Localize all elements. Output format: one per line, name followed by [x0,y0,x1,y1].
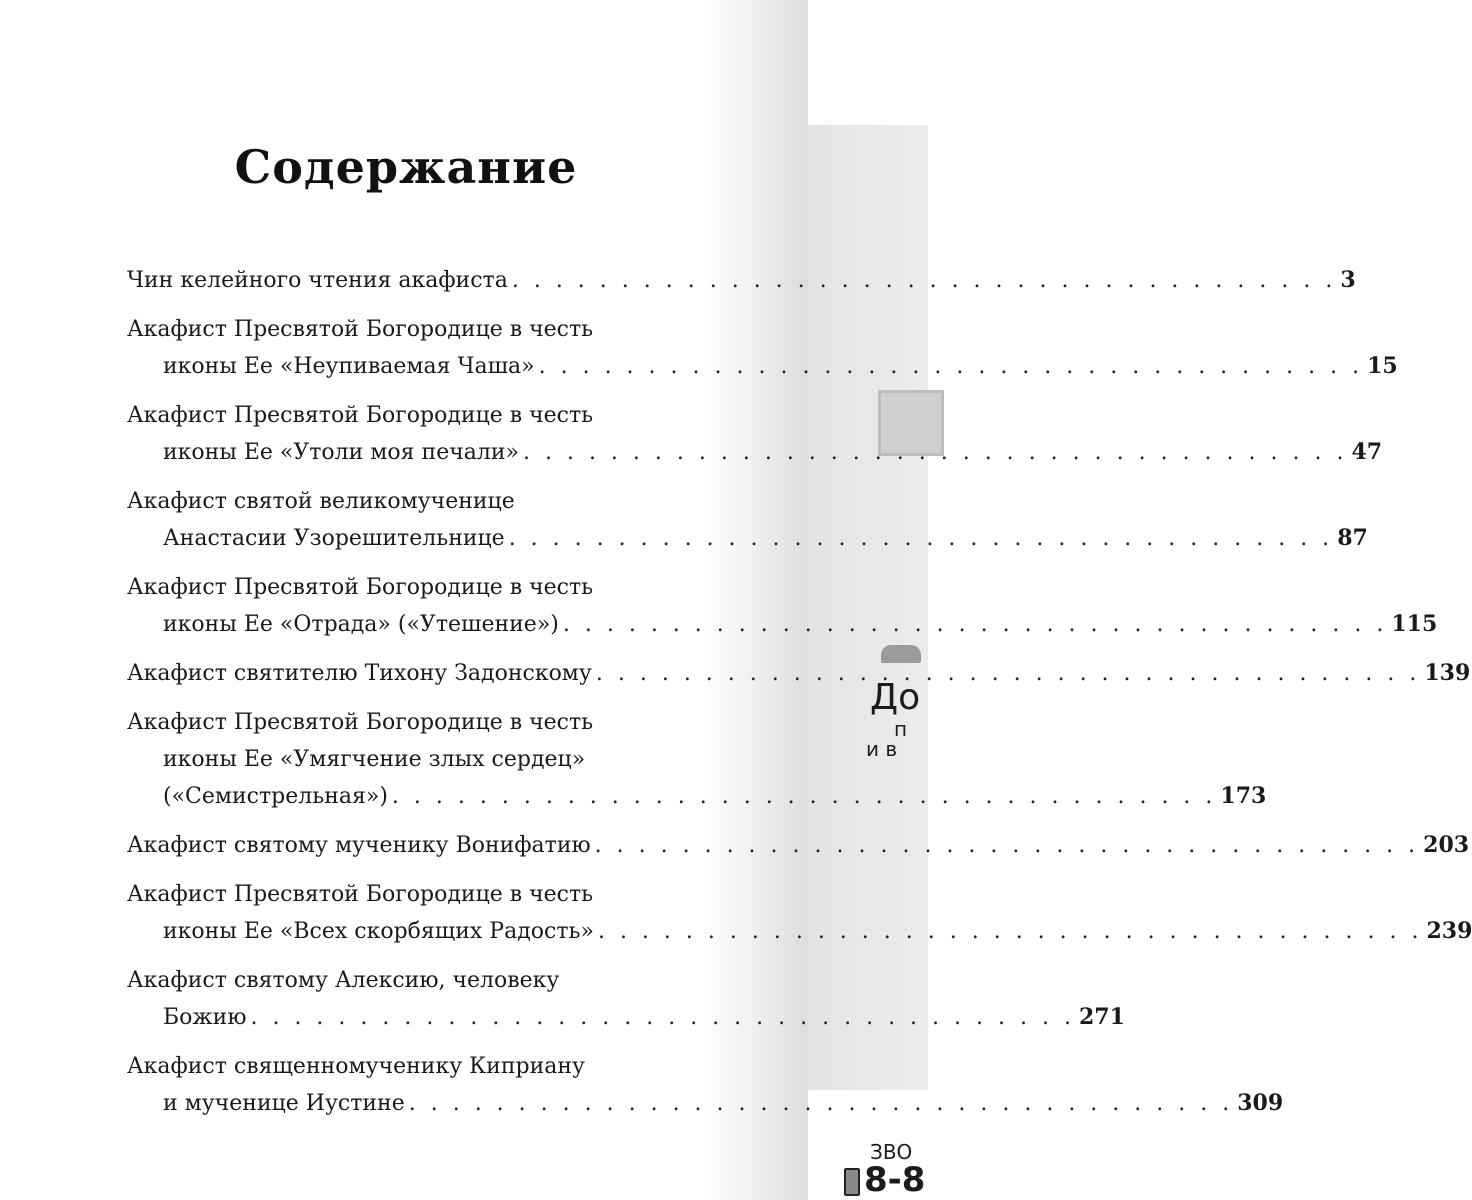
toc-entry [127,397,1383,471]
toc-entry [127,655,1471,692]
dot-leader: . . . . . . . . . . . . . . . . . . . . . . . . . . . . . . . . . . . . . . [391,784,1217,809]
toc-entry-text: иконы Ее «Умягчение злых сердец» [163,747,586,772]
toc-entry-line [127,876,692,913]
toc-entry-text: Акафист священномученику Киприану [127,1054,585,1079]
toc-entry-line [127,778,1267,815]
toc-entry-text: иконы Ее «Всех скорбящих Радость» [163,919,594,944]
toc-page-number: 239 [1426,918,1472,944]
toc-entry-line [127,1048,692,1085]
toc-entry-line [127,348,1398,385]
toc-page-number: 115 [1391,611,1438,637]
toc-page-number: 47 [1351,439,1383,465]
toc-entry-text: Акафист святой великомученице [127,489,515,514]
toc-entry-text: Акафист Пресвятой Богородице в честь [127,882,594,907]
toc-entry-line [127,741,692,778]
toc-entry-line [127,606,1438,643]
toc-entry-line [127,655,1471,692]
toc-entry-line [127,434,1383,471]
phone-icon [844,1168,860,1196]
card-phone-number: 8-8 [864,1160,926,1200]
toc-page-number: 3 [1340,267,1356,293]
toc-entry-text: Акафист святителю Тихону Задонскому [127,661,592,686]
toc-entry-text: Акафист святому мученику Вонифатию [127,833,591,858]
card-line: и в [866,737,898,761]
dot-leader: . . . . . . . . . . . . . . . . . . . . . . . . . . . . . . . . . . . . . . [597,919,1423,944]
toc-page-number: 173 [1220,783,1267,809]
card-line: п [894,717,908,741]
toc-page-number: 203 [1423,832,1470,858]
toc-entry-line [127,827,1470,864]
toc-entry-line [127,483,692,520]
toc-entry-text: («Семистрельная») [163,784,388,809]
toc-entry-text: иконы Ее «Отрада» («Утешение») [163,612,559,637]
dot-leader: . . . . . . . . . . . . . . . . . . . . . . . . . . . . . . . . . . . . . . [538,354,1364,379]
toc-entry-line [127,999,1125,1036]
toc-entry [127,827,1470,864]
toc-entry [127,1048,1284,1122]
card-heading: До [870,677,921,718]
toc-entry-text: Акафист святому Алексию, человеку [127,968,560,993]
toc-page-number: 87 [1337,525,1368,551]
toc-entry [127,311,1398,385]
toc-entry-line [127,311,692,348]
toc-entry-text: Чин келейного чтения акафиста [127,268,508,293]
toc-entry-line [127,397,692,434]
toc-entry-line [127,704,692,741]
toc-entry-text: Акафист Пресвятой Богородице в честь [127,317,594,342]
toc-entry-text: Акафист Пресвятой Богородице в честь [127,575,594,600]
dot-leader: . . . . . . . . . . . . . . . . . . . . . . . . . . . . . . . . . . . . . . [595,661,1421,686]
toc-entry [127,483,1368,557]
toc-entry-text: Акафист Пресвятой Богородице в честь [127,403,594,428]
toc-entry-text: иконы Ее «Утоли моя печали» [163,440,519,465]
toc-entry-line [127,262,1356,299]
toc-entry [127,569,1438,643]
toc-entry-line [127,569,692,606]
toc-entry [127,876,1472,950]
dot-leader: . . . . . . . . . . . . . . . . . . . . . . . . . . . . . . . . . . . . . . [250,1005,1075,1030]
card-line: ЗВО [870,1140,913,1164]
toc-entry-text: Акафист Пресвятой Богородице в честь [127,710,594,735]
toc-entry-line [127,913,1472,950]
table-of-contents [127,262,1472,1134]
toc-entry-text: и мученице Иустине [163,1091,405,1116]
dot-leader: . . . . . . . . . . . . . . . . . . . . . . . . . . . . . . . . . . . . . . [511,268,1337,293]
toc-entry [127,262,1356,299]
toc-entry-line [127,962,692,999]
toc-entry-line [127,1085,1284,1122]
toc-page-number: 271 [1078,1004,1125,1030]
toc-entry-text: Анастасии Узорешительнице [163,526,505,551]
toc-entry-line [127,520,1368,557]
toc-entry [127,962,1125,1036]
toc-entry-text: иконы Ее «Неупиваемая Чаша» [163,354,535,379]
dot-leader: . . . . . . . . . . . . . . . . . . . . . . . . . . . . . . . . . . . . . . [522,440,1348,465]
dot-leader: . . . . . . . . . . . . . . . . . . . . . . . . . . . . . . . . . . . . . . [594,833,1420,858]
toc-entry-text: Божию [163,1005,247,1030]
dot-leader: . . . . . . . . . . . . . . . . . . . . . . . . . . . . . . . . . . . . . . [562,612,1388,637]
toc-page-number: 139 [1424,660,1471,686]
dot-leader: . . . . . . . . . . . . . . . . . . . . . . . . . . . . . . . . . . . . . . [508,526,1334,551]
dot-leader: . . . . . . . . . . . . . . . . . . . . . . . . . . . . . . . . . . . . . . [408,1091,1234,1116]
toc-page-number: 15 [1367,353,1398,379]
toc-page-number: 309 [1237,1090,1284,1116]
page-title: Содержание [234,140,578,194]
